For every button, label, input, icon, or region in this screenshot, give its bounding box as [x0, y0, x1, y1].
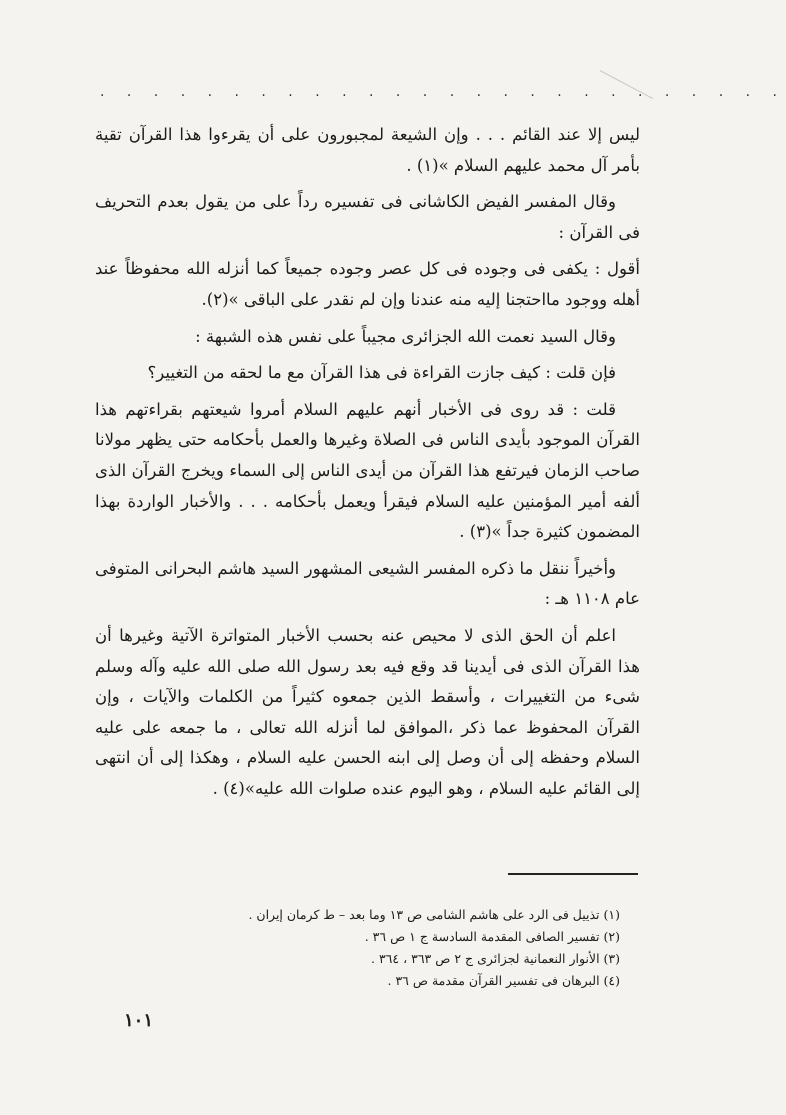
paragraph: وأخيراً ننقل ما ذكره المفسر الشيعى المشهور السيد هاشم البحرانى المتوفى عام ١١٠٨ هـ :: [95, 558, 640, 609]
paragraph: وقال المفسر الفيض الكاشانى فى تفسيره رداً على من يقول بعدم التحريف فى القرآن :: [95, 192, 640, 242]
footnote: (٤) البرهان فى تفسير القرآن مقدمة ص ٣٦ .: [387, 973, 620, 988]
paragraph: أقول : يكفى فى وجوده فى كل عصر وجوده جميعاً كما أنزله الله محفوظاً عند أهله ووجود مااحتجنا إليه منه عندنا وإن لم نقدر على الباقى »(٢).: [95, 259, 640, 309]
main-text: [95, 120, 640, 810]
paragraph: ليس إلا عند القائم . . . وإن الشيعة لمجبورون على أن يقرءوا هذا القرآن تقية بأمر آل محمد عليهم السلام »(١) .: [95, 125, 640, 175]
header-dots: . . . . . . . . . . . . . . . . . . . . . . . . . .: [100, 84, 786, 100]
footnote: (١) تذييل فى الرد على هاشم الشامى ص ١٣ وما بعد – ط كرمان إيران .: [248, 907, 620, 922]
footnotes: [160, 904, 620, 992]
footnote-separator: [508, 873, 638, 875]
paragraph: قلت : قد روى فى الأخبار أنهم عليهم السلام أمروا شيعتهم بقراءتهم هذا القرآن الموجود بأيدى الناس فى الصلاة وغيرها والعمل بأحكامه حتى يظهر مولانا صاحب الزمان فيرتفع هذا القرآن من أيدى الناس إلى السماء ويخرج القرآن الذى ألفه أمير المؤمنين عليه السلام فيقرأ ويعمل بأحكامه . . . والأخبار الواردة بهذا المضمون كثيرة جداً »(٣) .: [95, 399, 640, 542]
paragraph: وقال السيد نعمت الله الجزائرى مجيباً على نفس هذه الشبهة :: [195, 326, 616, 346]
paragraph: فإن قلت : كيف جازت القراءة فى هذا القرآن مع ما لحقه من التغيير؟: [147, 363, 616, 383]
footnote: (٢) تفسير الصافى المقدمة السادسة ج ١ ص ٣٦ .: [364, 929, 620, 944]
paragraph: اعلم أن الحق الذى لا محيص عنه بحسب الأخبار المتواترة الآتية وغيرها أن هذا القرآن الذى فى أيدينا قد وقع فيه بعد رسول الله صلى الله عليه وآله وسلم شىء من التغييرات ، وأسقط الذين جمعوه كثيراً من الكلمات والآيات ، وإن القرآن المحفوظ عما ذكر ،الموافق لما أنزله الله تعالى ، ما جمعه على عليه السلام وحفظه إلى أن وصل إلى ابنه الحسن عليه السلام ، وهكذا إلى أن انتهى إلى القائم عليه السلام ، وهو اليوم عنده صلوات الله عليه»(٤) .: [95, 625, 640, 798]
footnote: (٣) الأنوار النعمانية لجزائرى ج ٢ ص ٣٦٣ ، ٣٦٤ .: [371, 951, 620, 966]
page-number: ١٠١: [124, 1010, 154, 1031]
